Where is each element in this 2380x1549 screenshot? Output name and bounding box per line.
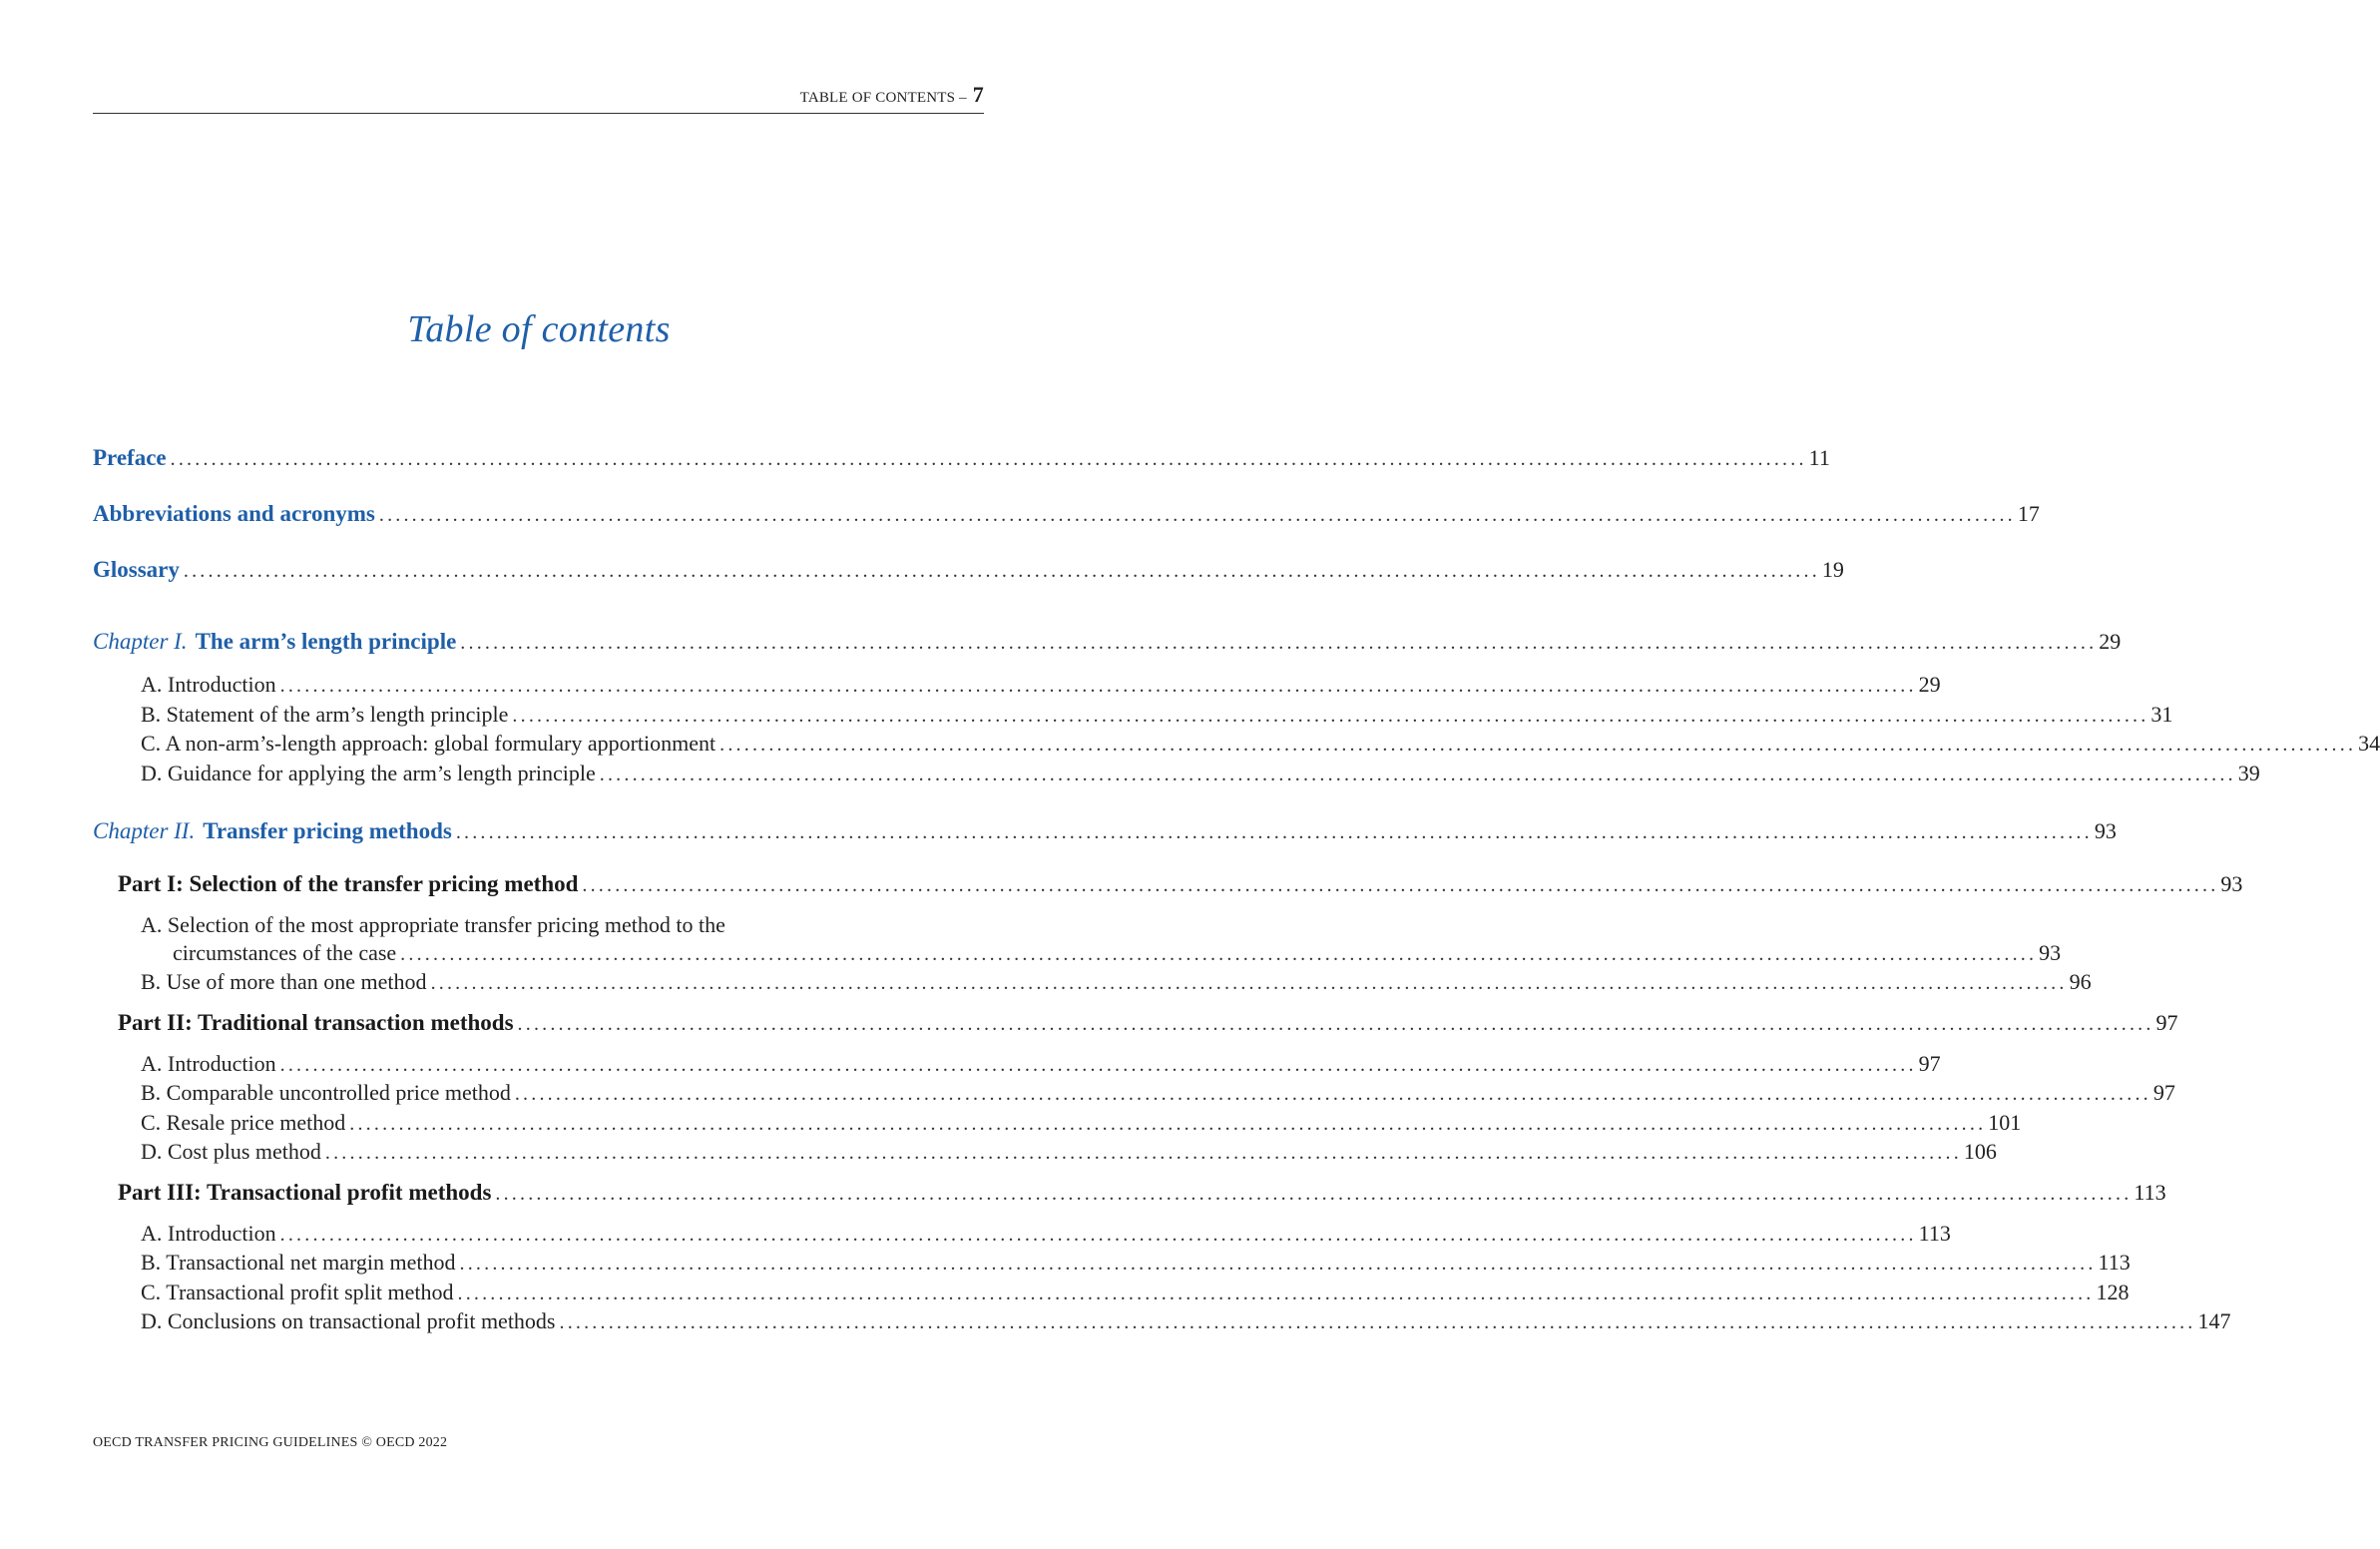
toc-entry-section[interactable] <box>93 968 2092 998</box>
dot-leader: ........................................................................................................................................................................................................ <box>279 1223 1917 1246</box>
dot-leader: ........................................................................................................................................................................................................ <box>459 1253 2097 1275</box>
toc-page: 113 <box>2098 1250 2131 1275</box>
toc-label: Abbreviations and acronyms <box>93 501 375 526</box>
toc-label: B. Statement of the arm’s length principle <box>141 701 509 727</box>
running-head-text: TABLE OF CONTENTS – <box>799 90 967 106</box>
toc-label: B. Transactional net margin method <box>141 1250 456 1275</box>
toc-label: Glossary <box>93 557 180 582</box>
toc-page: 31 <box>2150 701 2173 727</box>
toc-entry-part-3[interactable] <box>93 1179 2166 1206</box>
dot-leader: ........................................................................................................................................................................................................ <box>559 1311 2196 1333</box>
dot-leader: ........................................................................................................................................................................................................ <box>430 972 2068 994</box>
toc-label: A. Introduction <box>141 1050 276 1076</box>
toc-label: C. Resale price method <box>141 1109 346 1135</box>
toc-entry-section[interactable] <box>93 1220 1951 1250</box>
dot-leader: ........................................................................................................................................................................................................ <box>719 734 2357 756</box>
toc-entry-section[interactable] <box>93 1138 1997 1168</box>
toc-page: 97 <box>2155 1009 2178 1035</box>
toc-label: circumstances of the case <box>173 939 397 965</box>
toc-entry-section[interactable] <box>93 671 1941 701</box>
toc-page: 147 <box>2197 1308 2231 1333</box>
toc-page: 113 <box>1918 1220 1951 1246</box>
dot-leader: ........................................................................................................................................................................................................ <box>460 632 2098 654</box>
toc-label: D. Guidance for applying the arm’s length principle <box>141 760 596 785</box>
toc-label: A. Introduction <box>141 672 276 697</box>
toc-page: 113 <box>2134 1179 2166 1205</box>
dot-leader: ........................................................................................................................................................................................................ <box>324 1142 1962 1164</box>
toc-label: B. Comparable uncontrolled price method <box>141 1080 511 1105</box>
dot-leader: ........................................................................................................................................................................................................ <box>455 821 2093 843</box>
toc-label: D. Cost plus method <box>141 1139 321 1164</box>
chapter-title: The arm’s length principle <box>195 629 457 654</box>
dot-leader: ........................................................................................................................................................................................................ <box>279 675 1917 697</box>
toc-entry-part-2[interactable] <box>93 1009 2178 1036</box>
toc-page: 93 <box>2220 871 2243 896</box>
page-footer: OECD TRANSFER PRICING GUIDELINES © OECD 2022 <box>93 1435 448 1450</box>
dot-leader: ........................................................................................................................................................................................................ <box>495 1182 2133 1205</box>
toc-label: C. A non-arm’s-length approach: global formulary apportionment <box>141 731 716 756</box>
toc-entry-chapter-2[interactable] <box>93 818 2117 844</box>
toc-page: 11 <box>1808 445 1830 470</box>
toc-entry-chapter-1[interactable] <box>93 629 2122 655</box>
chapter-number: Chapter I. <box>93 629 188 654</box>
dot-leader: ........................................................................................................................................................................................................ <box>170 448 1807 470</box>
page-number: 7 <box>972 82 984 107</box>
toc-page: 29 <box>1918 672 1941 697</box>
table-of-contents <box>93 445 2380 1337</box>
toc-page: 29 <box>2099 629 2122 654</box>
toc-label: Part I: Selection of the transfer pricing method <box>118 871 579 896</box>
toc-page: 39 <box>2237 760 2260 785</box>
toc-page: 106 <box>1963 1139 1997 1164</box>
dot-leader: ........................................................................................................................................................................................................ <box>512 704 2149 727</box>
toc-page: 17 <box>2017 501 2040 526</box>
dot-leader: ........................................................................................................................................................................................................ <box>183 560 1820 582</box>
dot-leader: ........................................................................................................................................................................................................ <box>599 763 2236 785</box>
toc-entry-section[interactable] <box>93 1279 2130 1308</box>
toc-entry-section[interactable] <box>93 1307 2231 1337</box>
toc-entry-section[interactable] <box>93 701 2173 731</box>
toc-label: B. Use of more than one method <box>141 969 427 994</box>
dot-leader: ........................................................................................................................................................................................................ <box>517 1012 2154 1035</box>
toc-page: 93 <box>2094 818 2117 843</box>
header-rule <box>93 113 984 114</box>
toc-entry-section[interactable] <box>93 760 2260 789</box>
toc-label: C. Transactional profit split method <box>141 1279 454 1304</box>
toc-entry-preface[interactable] <box>93 445 1830 501</box>
dot-leader: ........................................................................................................................................................................................................ <box>582 874 2219 896</box>
dot-leader: ........................................................................................................................................................................................................ <box>279 1053 1917 1076</box>
dot-leader: ........................................................................................................................................................................................................ <box>457 1282 2095 1304</box>
toc-entry-part-1[interactable] <box>93 871 2243 897</box>
toc-label: Part III: Transactional profit methods <box>118 1179 492 1205</box>
chapter-number: Chapter II. <box>93 818 196 843</box>
toc-entry-section-wrapped[interactable]: A. Selection of the most appropriate transfer pricing method to the <box>141 912 725 937</box>
toc-entry-section[interactable] <box>93 1109 2022 1139</box>
toc-page: 128 <box>2096 1279 2130 1304</box>
toc-page: 97 <box>2152 1080 2175 1105</box>
dot-leader: ........................................................................................................................................................................................................ <box>400 942 2038 965</box>
toc-entry-section[interactable] <box>93 730 2380 760</box>
toc-label: Part II: Traditional transaction methods <box>118 1009 514 1035</box>
toc-entry-section[interactable] <box>93 1249 2131 1279</box>
toc-entry-section[interactable] <box>93 1079 2175 1109</box>
chapter-title: Transfer pricing methods <box>203 818 452 843</box>
dot-leader: ........................................................................................................................................................................................................ <box>514 1083 2151 1105</box>
toc-page: 97 <box>1918 1050 1941 1076</box>
toc-page: 34 <box>2358 731 2380 756</box>
toc-page: 96 <box>2069 969 2092 994</box>
toc-page: 19 <box>1821 557 1844 582</box>
dot-leader: ........................................................................................................................................................................................................ <box>378 504 2016 526</box>
toc-page: 93 <box>2039 939 2062 965</box>
running-head <box>93 82 984 108</box>
toc-entry-glossary[interactable] <box>93 557 1844 629</box>
toc-label: Preface <box>93 445 167 470</box>
toc-label: A. Introduction <box>141 1220 276 1246</box>
toc-entry-section-continued[interactable] <box>93 939 2062 969</box>
toc-label: D. Conclusions on transactional profit methods <box>141 1308 556 1333</box>
dot-leader: ........................................................................................................................................................................................................ <box>349 1112 1987 1135</box>
toc-entry-abbreviations[interactable] <box>93 501 2040 557</box>
page-title: Table of contents <box>407 308 671 350</box>
toc-entry-section[interactable] <box>93 1050 1941 1080</box>
toc-page: 101 <box>1988 1109 2022 1135</box>
